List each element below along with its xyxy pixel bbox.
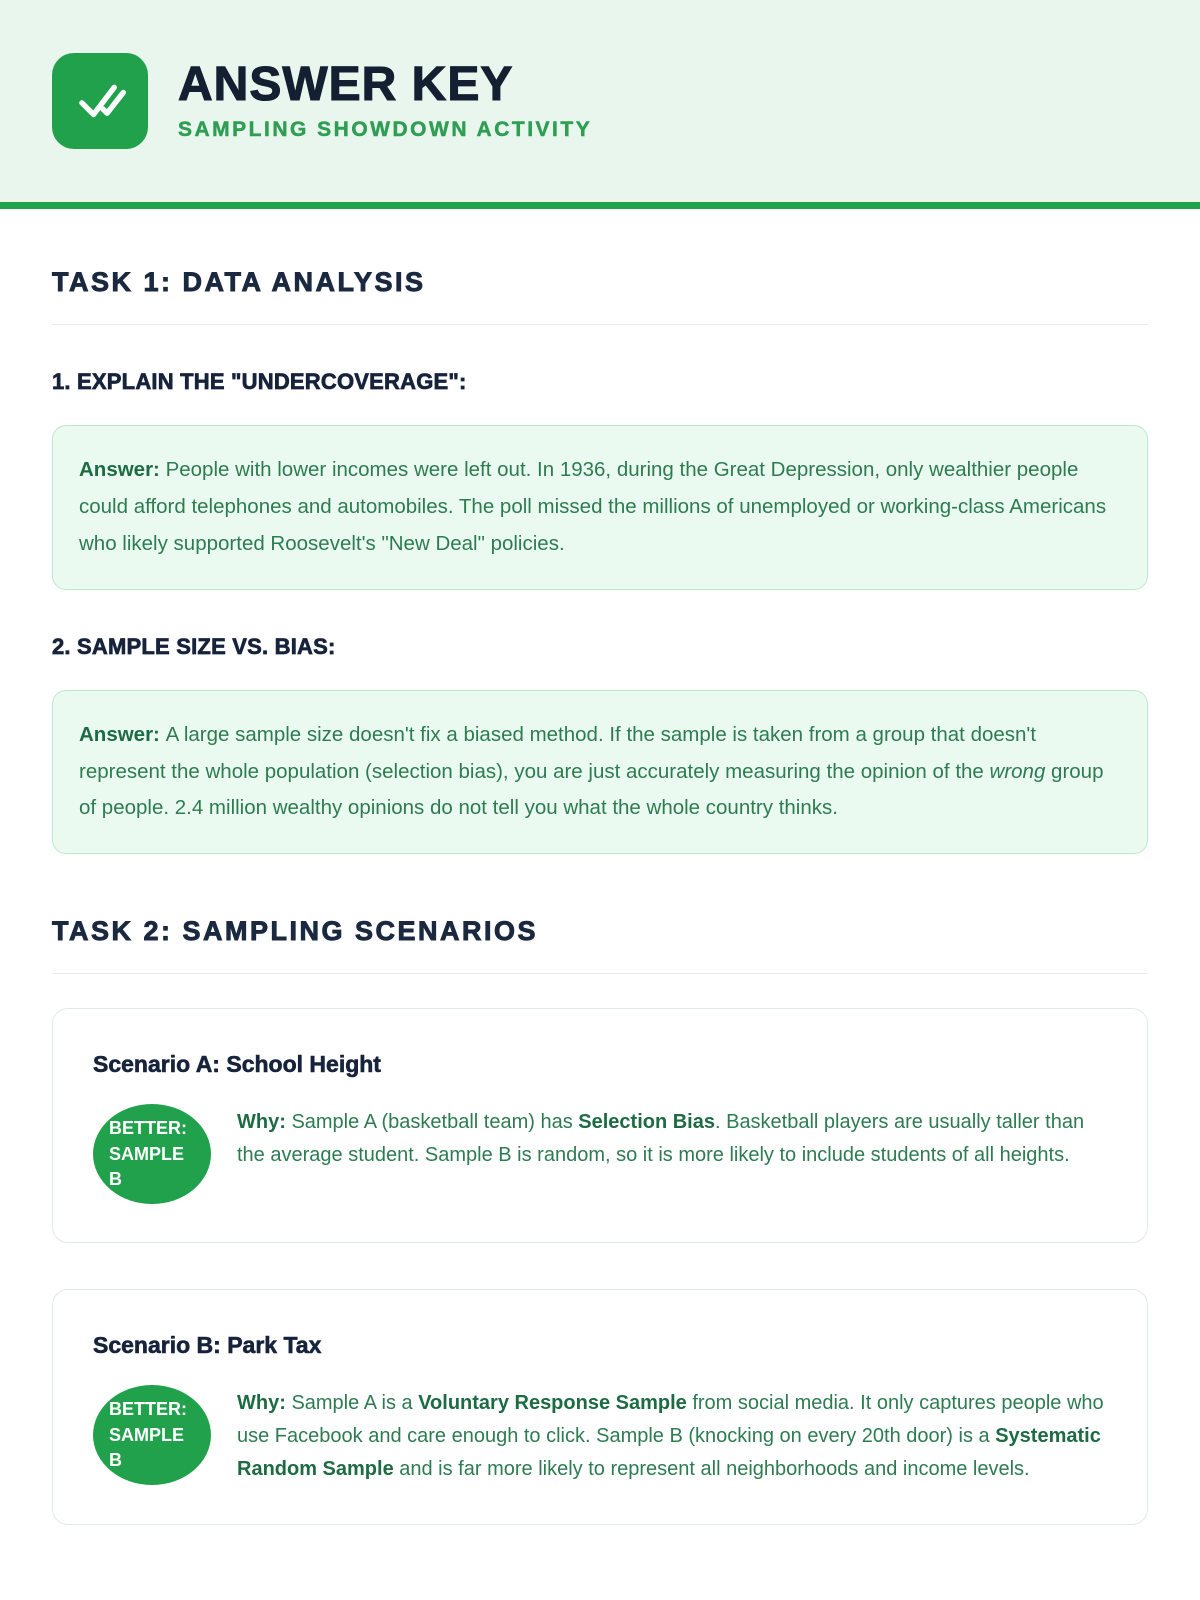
scenario-b-title: Scenario B: Park Tax (93, 1332, 322, 1359)
page-subtitle: SAMPLING SHOWDOWN ACTIVITY (178, 117, 593, 141)
question-1-label: 1. EXPLAIN THE "UNDERCOVERAGE": (52, 369, 467, 394)
task2-title: TASK 2: SAMPLING SCENARIOS (52, 916, 539, 947)
answer-2-text: Answer: A large sample size doesn't fix a biased method. If the sample is taken from a group that doesn't represent the whole population (selection bias), you are just accurately measuring the opinion of the wrong group of people. 2.4 million wealthy opinions do not tell you what the whole country thinks. (79, 722, 1104, 820)
scenario-card-a (52, 1008, 1148, 1243)
task1-title: TASK 1: DATA ANALYSIS (52, 267, 426, 297)
question-2-label: 2. SAMPLE SIZE VS. BIAS: (52, 633, 336, 659)
scenario-a-title: Scenario A: School Height (93, 1051, 381, 1078)
better-sample-badge: BETTER: SAMPLE B (93, 1104, 211, 1204)
header-accent-bar (0, 202, 1200, 209)
better-sample-badge: BETTER: SAMPLE B (93, 1385, 211, 1485)
answer-key-logo (52, 53, 148, 149)
page-header (0, 0, 1200, 202)
task1-section (52, 267, 1148, 854)
section-divider (52, 324, 1148, 325)
double-check-icon (69, 68, 131, 135)
page-title: ANSWER KEY (178, 58, 514, 112)
task2-section (52, 916, 1148, 1525)
scenario-card-b (52, 1289, 1148, 1525)
answer-box-2 (52, 690, 1148, 855)
scenario-b-row (93, 1385, 1107, 1486)
scenario-a-row (93, 1104, 1107, 1204)
section-divider (52, 973, 1148, 974)
document-body (0, 267, 1200, 1525)
answer-box-1 (52, 425, 1148, 590)
answer-1-text: Answer: People with lower incomes were left out. In 1936, during the Great Depression, only wealthier people could afford telephones and automobiles. The poll missed the millions of unemployed or working-class Americans who likely supported Roosevelt's "New Deal" policies. (79, 458, 1107, 555)
scenario-b-why-text: Why: Sample A is a Voluntary Response Sample from social media. It only captures people who use Facebook and care enough to click. Sample B (knocking on every 20th door) is a Systematic Random Sample and is far more likely to represent all neighborhoods and income levels. (237, 1392, 1104, 1481)
header-text-block (178, 60, 592, 141)
scenario-a-why-text: Why: Sample A (basketball team) has Selection Bias. Basketball players are usually taller than the average student. Sample B is random, so it is more likely to include students of all heights. (237, 1111, 1085, 1167)
